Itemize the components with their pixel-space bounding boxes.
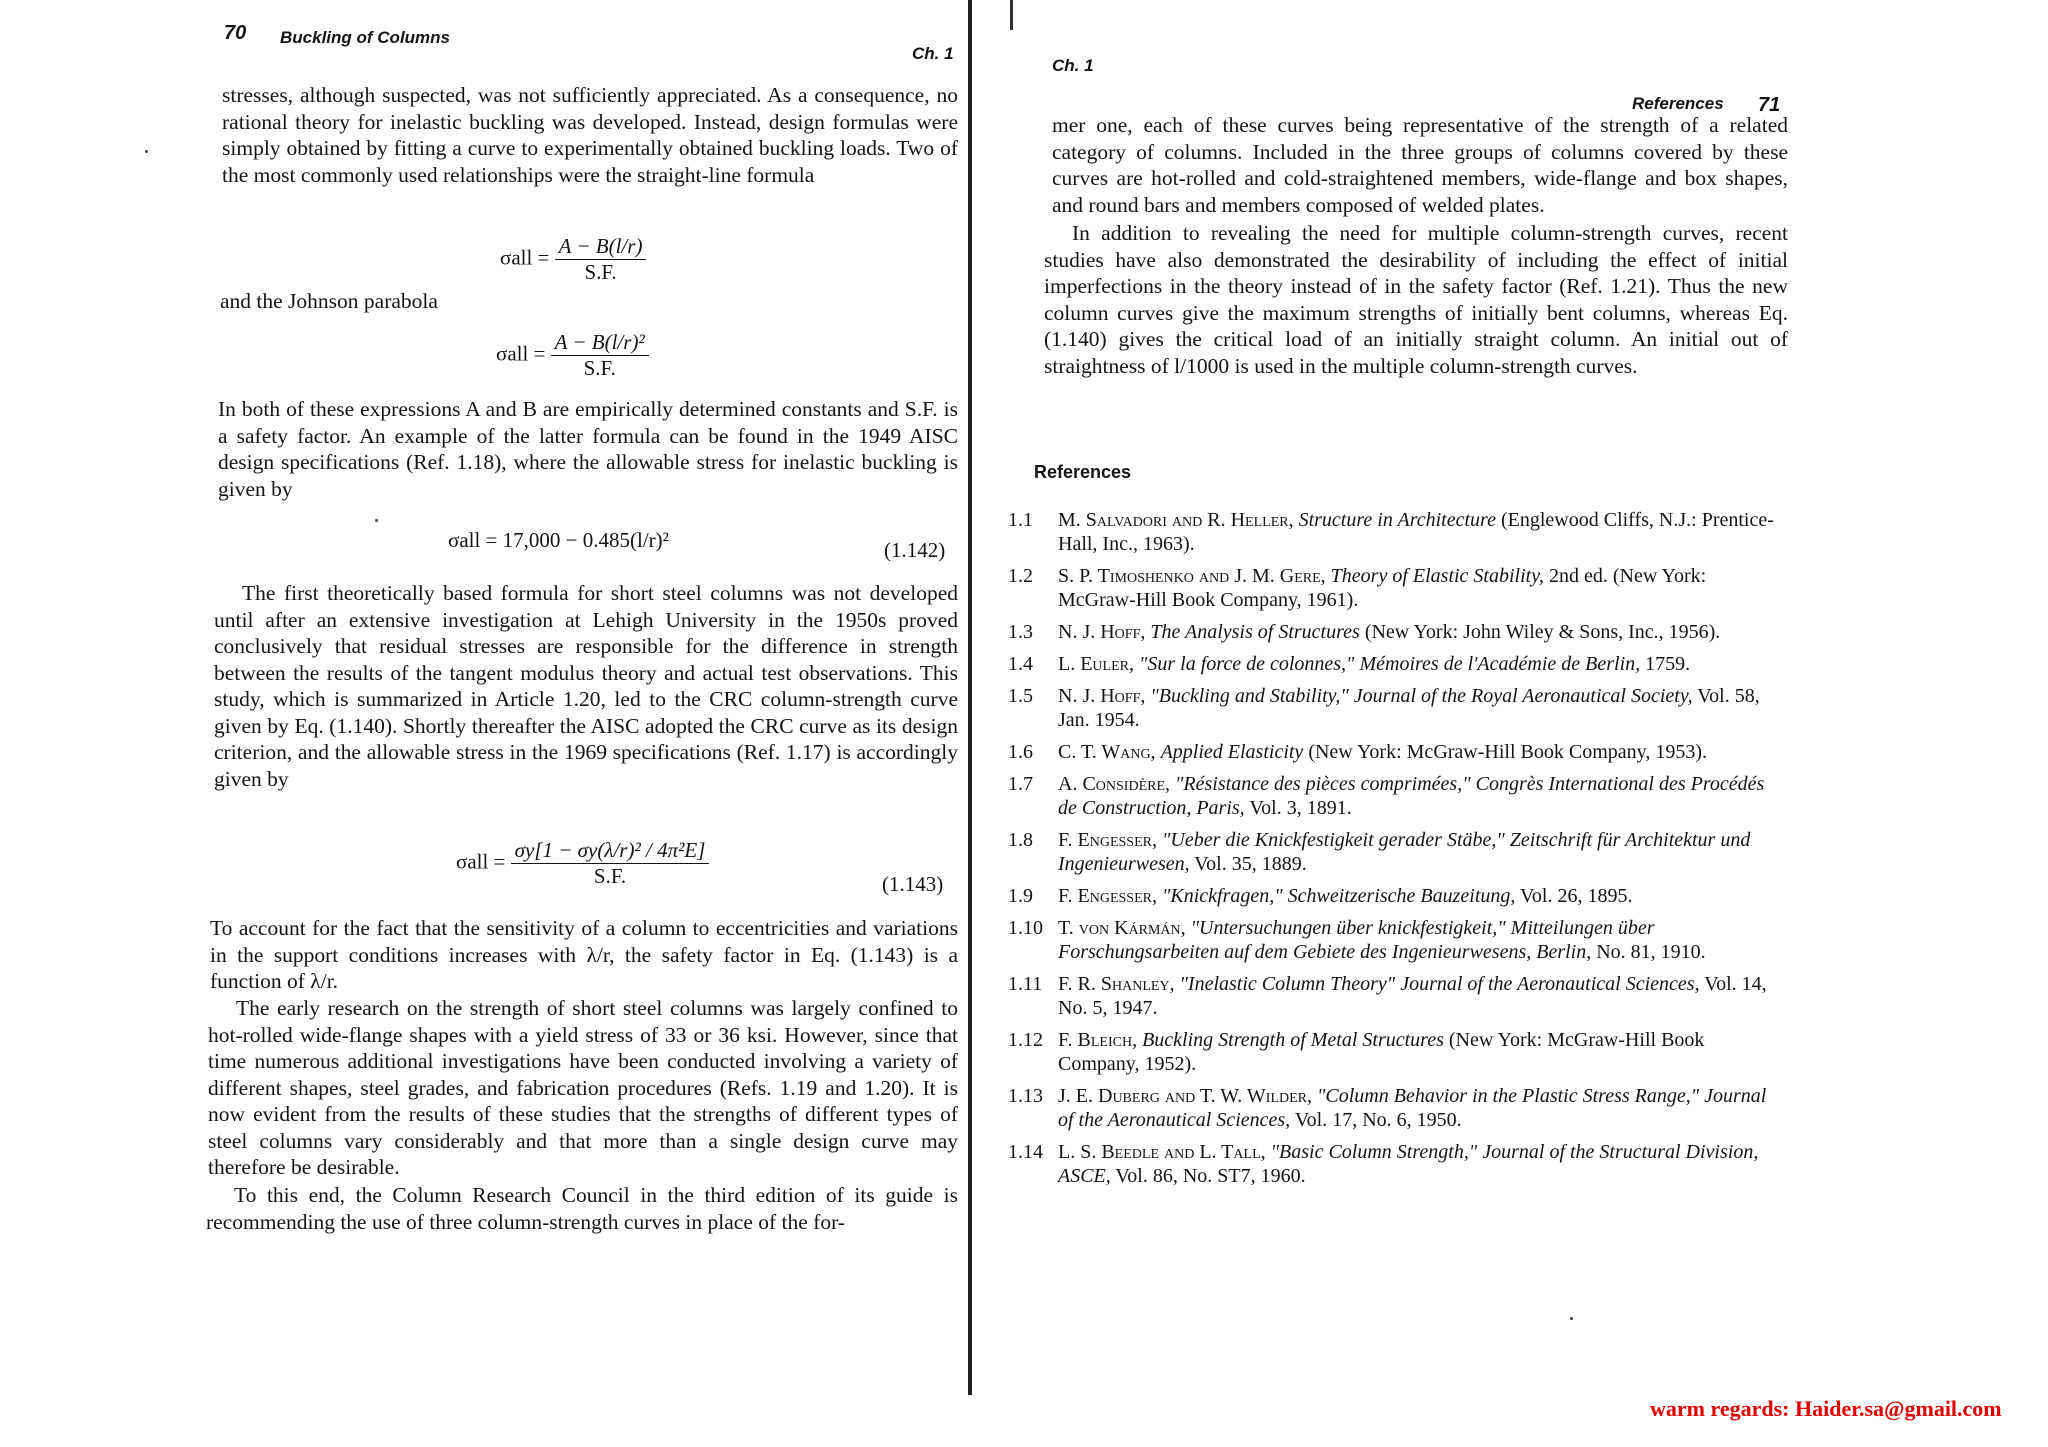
formula-expression: σall = 17,000 − 0.485(l/r)² bbox=[448, 528, 669, 552]
formula-fraction bbox=[511, 838, 710, 889]
formula-numerator: A − B(l/r)² bbox=[551, 330, 649, 356]
reference-title: The Analysis of Structures bbox=[1150, 621, 1360, 643]
formula-lhs: σall = bbox=[496, 341, 546, 366]
reference-number: 1.3 bbox=[1008, 621, 1033, 643]
page-edge-mark bbox=[1010, 0, 1013, 30]
reference-authors: T. von Kármán, bbox=[1058, 917, 1186, 939]
reference-number: 1.6 bbox=[1008, 741, 1033, 763]
reference-title: Buckling Strength of Metal Structures bbox=[1142, 1029, 1444, 1051]
reference-item bbox=[1008, 652, 1774, 676]
left-page-number: 70 bbox=[224, 22, 247, 44]
reference-details: Vol. 17, No. 6, 1950. bbox=[1294, 1109, 1462, 1131]
scan-speck bbox=[375, 519, 378, 522]
reference-details: (New York: McGraw-Hill Book Company, 1953). bbox=[1308, 741, 1707, 763]
reference-number: 1.10 bbox=[1008, 917, 1043, 939]
paragraph-text: The first theoretically based formula for short steel columns was not developed until after an extensive investigation at Lehigh University in the 1950s proved conclusively that residual stresses are responsible for the difference in strength between the results of the tangent modulus theory and actual test observations. This study, which is summarized in Article 1.20, led to the CRC column-strength curve given by Eq. (1.140). Shortly thereafter the AISC adopted the CRC curve as its design criterion, and the allowable stress in the 1969 specifications (Ref. 1.17) is accordingly given by bbox=[214, 581, 958, 791]
reference-title: Structure in Architecture bbox=[1298, 509, 1496, 531]
paragraph-text: To account for the fact that the sensitivity of a column to eccentricities and variations in the support conditions increases with λ/r, the safety factor in Eq. (1.143) is a function of λ/r. bbox=[210, 916, 958, 993]
reference-authors: M. Salvadori and R. Heller, bbox=[1058, 509, 1294, 531]
reference-authors: C. T. Wang, bbox=[1058, 741, 1156, 763]
reference-item bbox=[1008, 828, 1774, 876]
left-paragraph-5 bbox=[210, 915, 958, 995]
reference-number: 1.8 bbox=[1008, 829, 1033, 851]
reference-details: No. 81, 1910. bbox=[1596, 941, 1706, 963]
paragraph-text: stresses, although suspected, was not sufficiently appreciated. As a consequence, no rational theory for inelastic buckling was developed. Instead, design formulas were simply obtained by fitting a curve to experimentally obtained buckling loads. Two of the most commonly used relationships were the straight-line formula bbox=[222, 83, 958, 187]
formula-lhs: σall = bbox=[500, 245, 550, 270]
reference-title: "Untersuchungen über knickfestigkeit," Mitteilungen über Forschungsarbeiten auf dem Gebiete des Ingenieurwesens, Berlin, bbox=[1058, 917, 1655, 963]
left-running-head: Buckling of Columns bbox=[280, 28, 450, 47]
right-paragraph-1 bbox=[1052, 112, 1788, 218]
reference-number: 1.14 bbox=[1008, 1141, 1043, 1163]
reference-title: "Buckling and Stability," Journal of the Royal Aeronautical Society, bbox=[1150, 685, 1693, 707]
reference-item bbox=[1008, 508, 1774, 556]
right-paragraph-2 bbox=[1044, 220, 1788, 379]
reference-details: Vol. 26, 1895. bbox=[1520, 885, 1633, 907]
reference-item bbox=[1008, 1140, 1774, 1188]
reference-item bbox=[1008, 884, 1774, 908]
reference-details: 1759. bbox=[1645, 653, 1691, 675]
reference-title: "Basic Column Strength," Journal of the Structural Division, ASCE, bbox=[1058, 1141, 1759, 1187]
formula-numerator: A − B(l/r) bbox=[555, 234, 647, 260]
reference-authors: F. Engesser, bbox=[1058, 885, 1157, 907]
reference-number: 1.12 bbox=[1008, 1029, 1043, 1051]
reference-item bbox=[1008, 620, 1774, 644]
johnson-parabola-formula bbox=[496, 330, 649, 381]
left-paragraph-6 bbox=[208, 995, 958, 1181]
right-page-number: 71 bbox=[1758, 94, 1781, 116]
reference-item bbox=[1008, 972, 1774, 1020]
formula-lhs: σall = bbox=[456, 849, 506, 874]
left-paragraph-3 bbox=[218, 396, 958, 502]
reference-item bbox=[1008, 564, 1774, 612]
left-paragraph-7 bbox=[206, 1182, 958, 1235]
reference-item bbox=[1008, 772, 1774, 820]
reference-authors: S. P. Timoshenko and J. M. Gere, bbox=[1058, 565, 1326, 587]
formula-denominator: S.F. bbox=[584, 260, 617, 284]
formula-numerator: σy[1 − σy(λ/r)² / 4π²E] bbox=[511, 838, 710, 864]
reference-details: (New York: John Wiley & Sons, Inc., 1956). bbox=[1364, 621, 1721, 643]
reference-details: (New York: McGraw-Hill Book Company, 1952). bbox=[1058, 1029, 1705, 1075]
book-gutter bbox=[968, 0, 972, 1395]
reference-number: 1.2 bbox=[1008, 565, 1033, 587]
paragraph-text: The early research on the strength of short steel columns was largely confined to hot-rolled wide-flange shapes with a yield stress of 33 or 36 ksi. However, since that time numerous additional investigations have been conducted involving a variety of different shapes, steel grades, and fabrication procedures (Refs. 1.19 and 1.20). It is now evident from the results of these studies that the strengths of different types of steel columns vary considerably and that more than a single design curve may therefore be desirable. bbox=[208, 996, 958, 1179]
left-paragraph-4 bbox=[214, 580, 958, 792]
reference-authors: L. Euler, bbox=[1058, 653, 1134, 675]
reference-title: "Résistance des pièces comprimées," Congrès International des Procédés de Construction, Paris, bbox=[1058, 773, 1765, 819]
reference-number: 1.5 bbox=[1008, 685, 1033, 707]
reference-title: "Ueber die Knickfestigkeit gerader Stäbe," Zeitschrift für Architektur und Ingenieurwesen, bbox=[1058, 829, 1751, 875]
formula-denominator: S.F. bbox=[583, 356, 616, 380]
reference-authors: N. J. Hoff, bbox=[1058, 621, 1146, 643]
reference-number: 1.13 bbox=[1008, 1085, 1043, 1107]
reference-title: "Knickfragen," Schweitzerische Bauzeitung, bbox=[1161, 885, 1516, 907]
left-paragraph-2 bbox=[220, 288, 820, 315]
formula-fraction bbox=[551, 330, 649, 381]
reference-number: 1.7 bbox=[1008, 773, 1033, 795]
reference-authors: A. Considère, bbox=[1058, 773, 1171, 795]
reference-item bbox=[1008, 1084, 1774, 1132]
paragraph-text: mer one, each of these curves being representative of the strength of a related category of columns. Included in the three groups of columns covered by these curves are hot-rolled and cold-straightened members, wide-flange and box shapes, and round bars and members composed of welded plates. bbox=[1052, 113, 1788, 217]
reference-title: Applied Elasticity bbox=[1160, 741, 1304, 763]
formula-fraction bbox=[555, 234, 647, 285]
reference-authors: J. E. Duberg and T. W. Wilder, bbox=[1058, 1085, 1313, 1107]
scan-speck bbox=[1570, 1317, 1573, 1320]
paragraph-text: To this end, the Column Research Council in the third edition of its guide is recommending the use of three column-strength curves in place of the for- bbox=[206, 1183, 958, 1234]
paragraph-text: In addition to revealing the need for multiple column-strength curves, recent studies have also demonstrated the desirability of including the effect of initial imperfections in the theory instead of in the safety factor (Ref. 1.21). Thus the new column curves give the maximum strengths of initially bent columns, whereas Eq. (1.140) gives the critical load of an initially straight column. An initial out of straightness of l/1000 is used in the multiple column-strength curves. bbox=[1044, 221, 1788, 378]
equation-number-1-142: (1.142) bbox=[884, 538, 946, 562]
reference-details: Vol. 58, Jan. 1954. bbox=[1058, 685, 1760, 731]
reference-details: Vol. 35, 1889. bbox=[1194, 853, 1307, 875]
reference-details: 2nd ed. (New York: McGraw-Hill Book Company, 1961). bbox=[1058, 565, 1707, 611]
reference-item bbox=[1008, 684, 1774, 732]
reference-details: Vol. 86, No. ST7, 1960. bbox=[1115, 1165, 1306, 1187]
equation-1-142 bbox=[448, 528, 669, 553]
reference-number: 1.9 bbox=[1008, 885, 1033, 907]
reference-title: Theory of Elastic Stability, bbox=[1330, 565, 1544, 587]
right-running-head: References bbox=[1632, 94, 1724, 113]
references-list bbox=[1008, 508, 1774, 1196]
equation-1-143 bbox=[456, 838, 709, 889]
reference-details: Vol. 3, 1891. bbox=[1249, 797, 1352, 819]
formula-denominator: S.F. bbox=[593, 864, 627, 888]
reference-number: 1.1 bbox=[1008, 509, 1033, 531]
straight-line-formula bbox=[500, 234, 646, 285]
reference-details: Vol. 14, No. 5, 1947. bbox=[1058, 973, 1767, 1019]
reference-details: (Englewood Cliffs, N.J.: Prentice-Hall, Inc., 1963). bbox=[1058, 509, 1774, 555]
scan-speck bbox=[145, 150, 148, 153]
reference-authors: F. Engesser, bbox=[1058, 829, 1157, 851]
reference-number: 1.11 bbox=[1008, 973, 1043, 995]
footer-note: warm regards: Haider.sa@gmail.com bbox=[1650, 1396, 2002, 1421]
reference-item bbox=[1008, 916, 1774, 964]
right-chapter-label: Ch. 1 bbox=[1052, 56, 1094, 75]
reference-item bbox=[1008, 740, 1774, 764]
left-paragraph-1 bbox=[222, 82, 958, 188]
paragraph-text: In both of these expressions A and B are empirically determined constants and S.F. is a safety factor. An example of the latter formula can be found in the 1949 AISC design specifications (Ref. 1.18), where the allowable stress for inelastic buckling is given by bbox=[218, 397, 958, 501]
reference-item bbox=[1008, 1028, 1774, 1076]
reference-authors: N. J. Hoff, bbox=[1058, 685, 1146, 707]
reference-authors: L. S. Beedle and L. Tall, bbox=[1058, 1141, 1266, 1163]
references-heading: References bbox=[1034, 462, 1132, 482]
equation-number-1-143: (1.143) bbox=[882, 872, 944, 896]
reference-authors: F. R. Shanley, bbox=[1058, 973, 1175, 995]
reference-authors: F. Bleich, bbox=[1058, 1029, 1138, 1051]
reference-number: 1.4 bbox=[1008, 653, 1033, 675]
paragraph-text: and the Johnson parabola bbox=[220, 289, 438, 313]
left-chapter-label: Ch. 1 bbox=[912, 44, 954, 63]
reference-title: "Column Behavior in the Plastic Stress Range," Journal of the Aeronautical Sciences, bbox=[1058, 1085, 1767, 1131]
reference-title: "Inelastic Column Theory" Journal of the Aeronautical Sciences, bbox=[1179, 973, 1700, 995]
reference-title: "Sur la force de colonnes," Mémoires de l'Académie de Berlin, bbox=[1139, 653, 1641, 675]
